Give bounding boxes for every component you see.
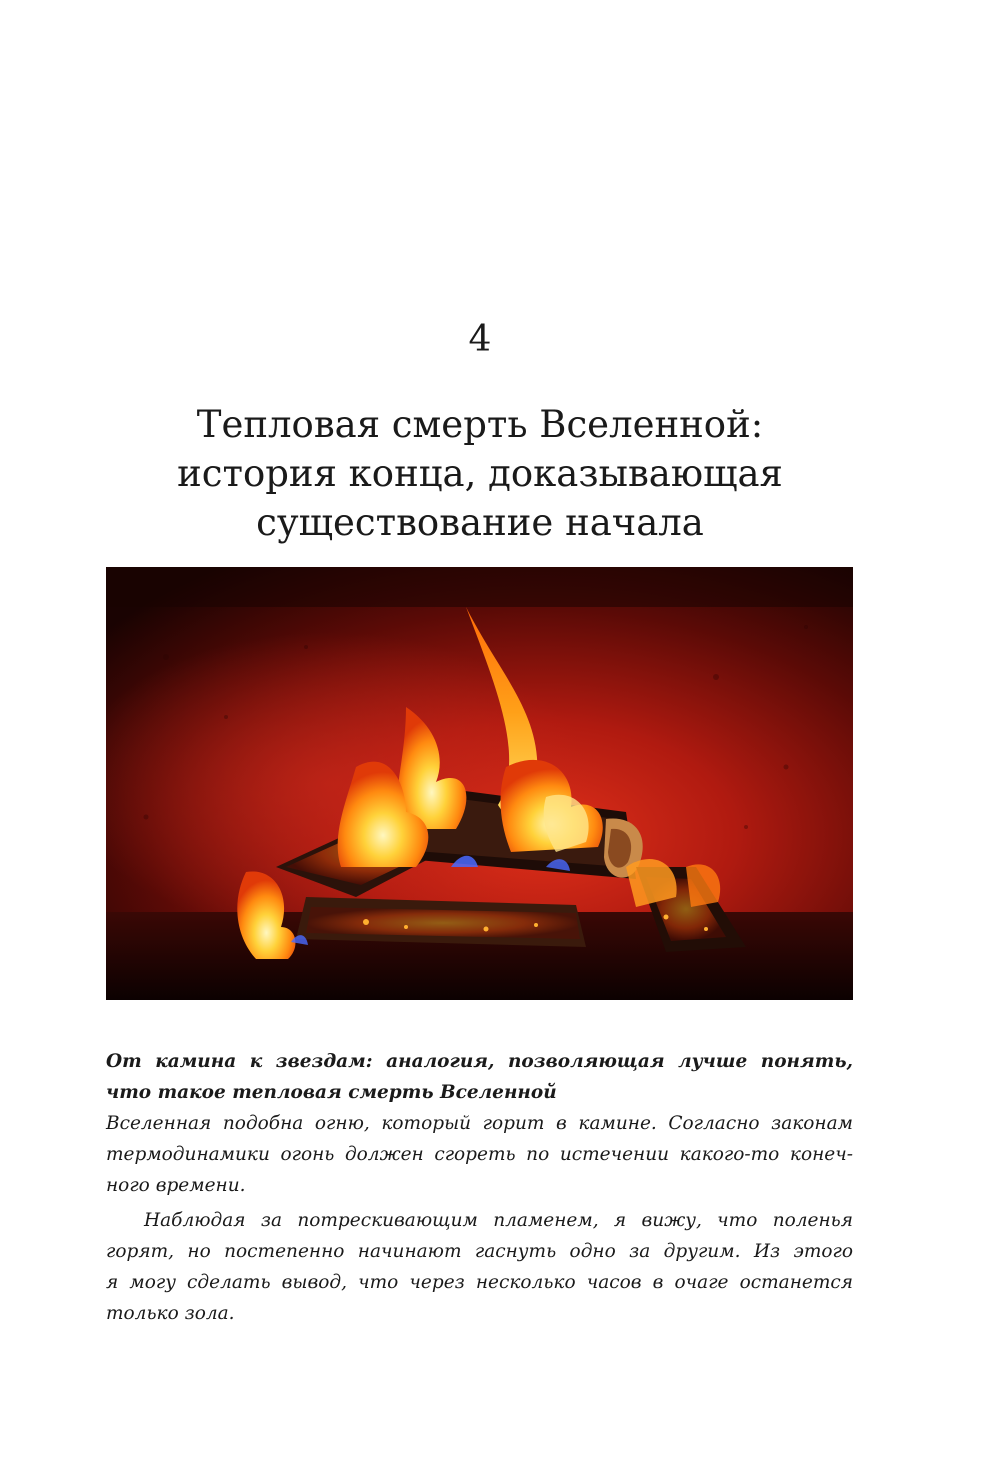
paragraph-2 <box>106 1205 853 1329</box>
paragraph-line: я могу сделать вывод, что через несколько часов в очаге останется <box>106 1272 853 1293</box>
chapter-title-line: существование начала <box>256 501 704 544</box>
chapter-title-line: Тепловая смерть Вселенной: <box>196 403 764 446</box>
chapter-number: 4 <box>468 319 492 360</box>
paragraph-line: только зола. <box>106 1303 235 1324</box>
paragraph-line: Наблюдая за потрескивающим пламенем, я вижу, что поленья <box>144 1210 853 1231</box>
paragraph-line: Вселенная подобна огню, который горит в камине. Согласно законам <box>106 1113 853 1134</box>
paragraph-line: термодинамики огонь должен сгореть по истечении какого-то конеч- <box>106 1144 853 1165</box>
paragraph-line: горят, но постепенно начинают гаснуть одно за другим. Из этого <box>106 1241 853 1262</box>
fireplace-fire-photo <box>106 567 853 1000</box>
subheading-line: что такое тепловая смерть Вселенной <box>106 1082 557 1103</box>
subheading-line: От камина к звездам: аналогия, позволяющая лучше понять, <box>106 1051 853 1072</box>
paragraph-line: ного времени. <box>106 1175 246 1196</box>
section-subheading <box>106 1046 853 1108</box>
chapter-title-line: история конца, доказывающая <box>177 452 783 495</box>
chapter-title <box>130 400 830 547</box>
paragraph-1 <box>106 1108 853 1201</box>
